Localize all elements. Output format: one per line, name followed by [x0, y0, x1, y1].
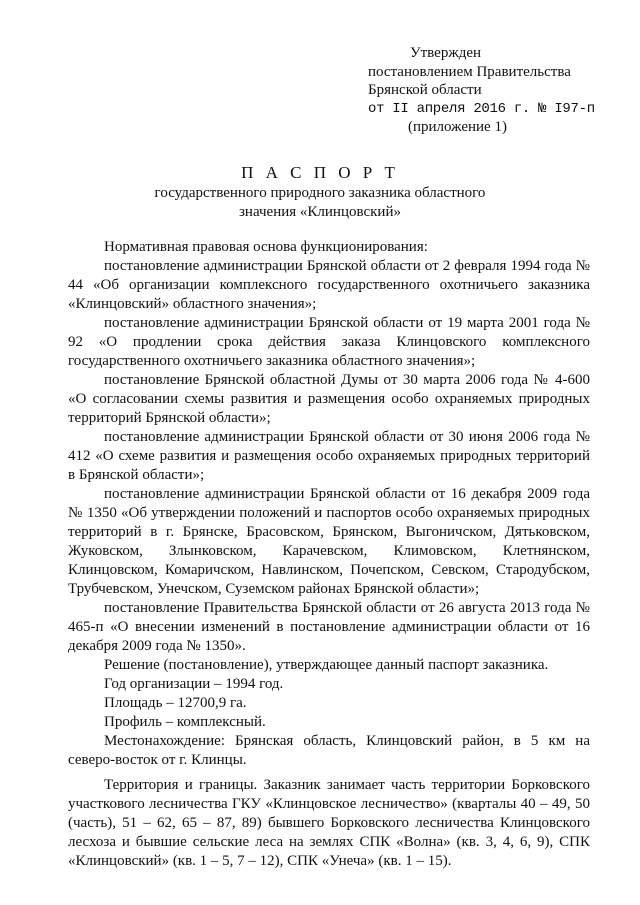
approval-line-date-number: от II апреля 2016 г. № I97-п — [368, 100, 595, 117]
title-subline-2: значения «Клинцовский» — [239, 203, 401, 220]
legal-basis-item: постановление Брянской областной Думы от 30 марта 2006 года № 4-600 «О согласовании схемы развития и размещения особо охраняемых природных территорий Брянской области»; — [68, 372, 590, 426]
approval-line-appendix: (приложение 1) — [408, 119, 507, 136]
area: Площадь – 12700,9 га. — [104, 695, 247, 711]
legal-basis-item: постановление Правительства Брянской области от 26 августа 2013 года № 465-п «О внесении изменений в постановление администрации области от 16 декабря 2009 года № 1350». — [68, 600, 590, 654]
legal-basis-item: постановление администрации Брянской области от 19 марта 2001 года № 92 «О продлении срока действия заказа Клинцовского комплексного государственного охотничьего заказника областного значения»; — [68, 315, 590, 369]
approval-line-region: Брянской области — [368, 82, 482, 99]
approval-line-decree: постановлением Правительства — [368, 63, 571, 80]
passport-heading: П А С П О Р Т — [241, 163, 399, 182]
approval-line-approved: Утвержден — [410, 45, 482, 61]
legal-basis-item: постановление администрации Брянской области от 16 декабря 2009 года № 1350 «Об утверждении положений и паспортов особо охраняемых природных территорий в г. Брянске, Брасовском, Брянском, Выгоничском, Дятьковском, Жуковском, Злынковском, Карачевском, Климовском, Клетнянском, Клинцовском, Комаричском, Навлинском, Почепском, Севском, Стародубском, Трубчевском, Унечском, Суземском районах Брянской области»; — [68, 486, 590, 597]
legal-basis-item: постановление администрации Брянской области от 2 февраля 1994 года № 44 «Об организации комплексного государственного охотничьего заказника «Клинцовский» областного значения»; — [68, 258, 590, 312]
territory-and-borders: Территория и границы. Заказник занимает часть территории Борковского участкового лесничества ГКУ «Клинцовское лесничество» (кварталы 40 – 49, 50 (часть), 51 – 62, 65 – 87, 89) бывшего Борковского лесничества Клинцовского лесхоза и бывшие сельские леса на землях СПК «Волна» (кв. 3, 4, 6, 9), СПК «Клинцовский» (кв. 1 – 5, 7 – 12), СПК «Унеча» (кв. 1 – 15). — [68, 777, 590, 869]
document-title — [0, 162, 640, 221]
location: Местонахождение: Брянская область, Клинцовский район, в 5 км на северо-восток от г. Клинцы. — [68, 733, 590, 768]
legal-basis-heading: Нормативная правовая основа функционирования: — [104, 239, 428, 255]
year-of-organization: Год организации – 1994 год. — [104, 676, 284, 692]
document-body — [68, 238, 590, 871]
legal-basis-item: постановление администрации Брянской области от 30 июня 2006 года № 412 «О схеме развития и размещения особо охраняемых природных территорий в Брянской области»; — [68, 429, 590, 483]
approving-decision: Решение (постановление), утверждающее данный паспорт заказника. — [104, 657, 549, 673]
profile: Профиль – комплексный. — [104, 714, 266, 730]
approval-stamp — [368, 44, 630, 137]
title-subline-1: государственного природного заказника областного — [154, 185, 486, 201]
